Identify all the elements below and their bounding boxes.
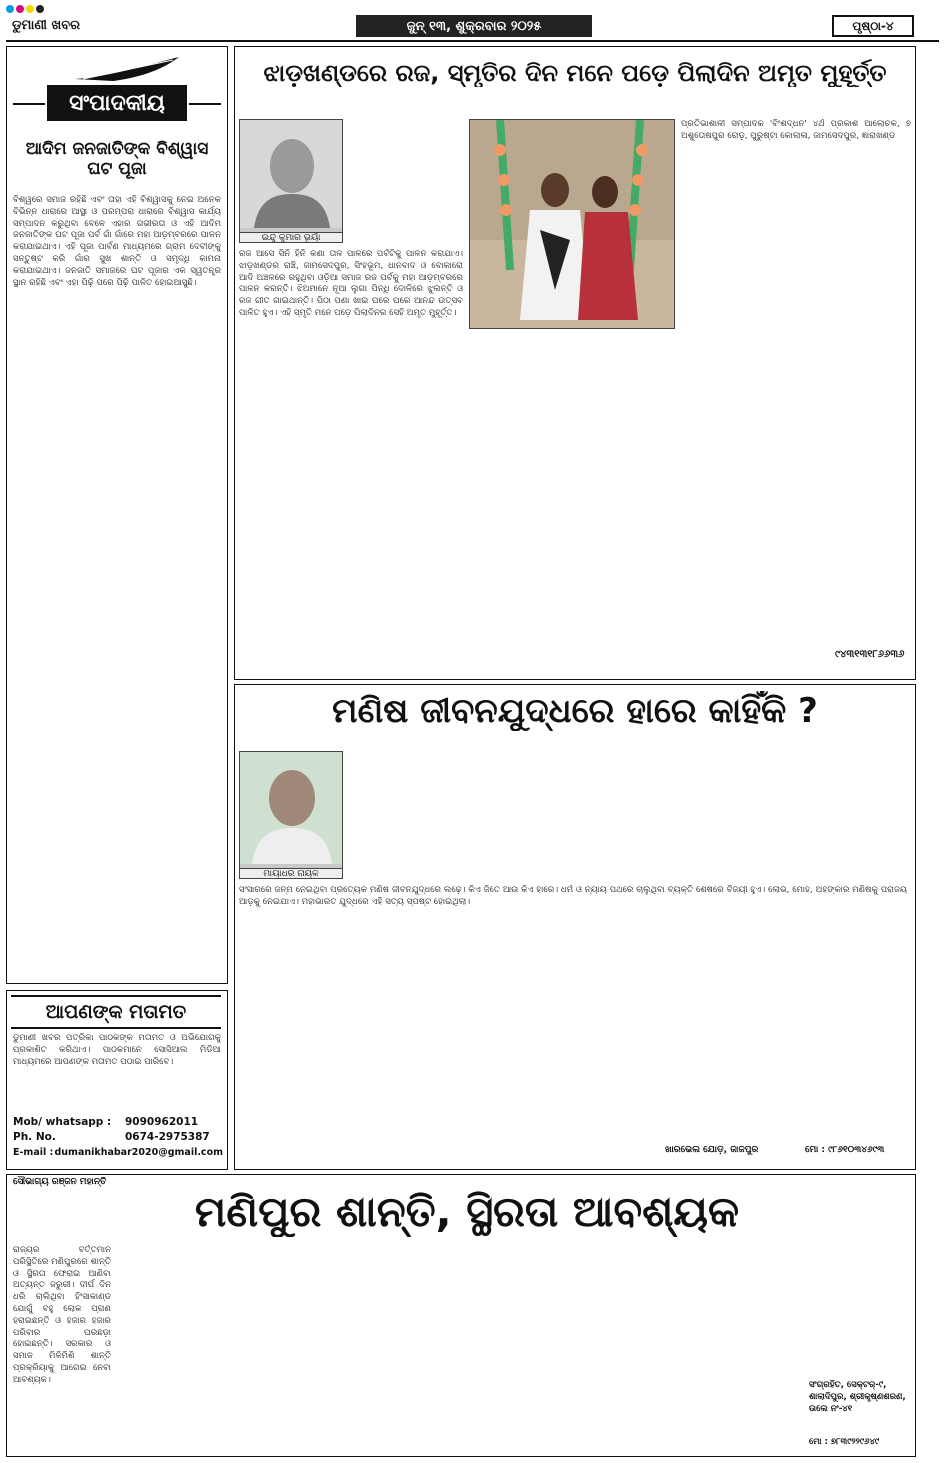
section-rule-right (189, 103, 221, 105)
swing-festival-photo (469, 119, 675, 329)
yellow-dot-icon (26, 5, 34, 13)
article-life-battle-author-note: ଖାରଭେଲ ଯୋଡ଼, ଜାଜପୁର (665, 1145, 759, 1155)
article-rajo-box (234, 46, 916, 680)
contact-label: Mob/ whatsapp : (13, 1116, 112, 1128)
magenta-dot-icon (16, 5, 24, 13)
article-rajo-author-phone: ୯୪୩୧୩୧୮୬୬୩୬ (835, 649, 905, 660)
contact-phone (13, 1130, 223, 1145)
author-caption-indu: ଇନ୍ଦୁ କୁମାର ଭୂୟାଁ (240, 232, 342, 243)
cyan-dot-icon (6, 5, 14, 13)
contact-value: dumanikhabar2020@gmail.com (54, 1147, 223, 1158)
article-rajo-author-note: ପ୍ରତିଭାଶାଳୀ ସମ୍ପାଦକ 'ବିଂଶଦ୍ଧନ' ୪ର୍ଥ ପ୍ରକାଶ ଆଲୋଚକ, ୭ ଅଶୁତୋଷପୁର ରୋଡ଼, ପୁରୁଷ୍ଟା କୋଲାଳା, ଜାମସେଦପୁର, ଜ୍ଞାରାଖଣ୍ଡ (681, 119, 911, 141)
opinion-body: ଡୁମାଣୀ ଖବର ପତ୍ରିକା ପାଠକଙ୍କ ମତାମତ ଓ ଅଭିଯୋଗକୁ ପ୍ରକାଶିତ କରିଥାଏ। ପାଠକମାନେ ସୋସିଆଲ ମିଡିଆ ମାଧ୍ୟମରେ ଆପଣଙ୍କ ମତାମତ ପଠାଇ ପାରିବେ। (13, 1033, 221, 1067)
opinion-box (6, 990, 228, 1170)
contact-email (13, 1145, 223, 1160)
contact-label: Ph. No. (13, 1131, 56, 1143)
registration-marks (6, 5, 44, 13)
contact-value: 0674-2975387 (125, 1131, 210, 1143)
article-manipur-body-left: ରାଜ୍ୟର ବର୍ତ୍ତମାନ ପରିସ୍ଥିତିରେ ମଣିପୁରରେ ଶାନ୍ତି ଓ ସ୍ଥିରତା ଫେରାଇ ଆଣିବା ଅତ୍ୟନ୍ତ ଜରୁରୀ। ଦୀର୍ଘ ଦିନ ଧରି ଚାଲିଥିବା ହିଂସାକାଣ୍ଡ ଯୋଗୁଁ ବହୁ ଲୋକ ପ୍ରାଣ ହରାଇଛନ୍ତି ଓ ହଜାର ହଜାର ପରିବାର ଘରଛଡ଼ା ହୋଇଛନ୍ତି। ସରକାର ଓ ସମାଜ ମିଳିମିଶି ଶାନ୍ତି ପ୍ରକ୍ରିୟାକୁ ଆଗେଇ ନେବା ଆବଶ୍ୟକ। (13, 1245, 111, 1385)
article-manipur-body (117, 1255, 803, 1451)
author-photo-mayadhar (239, 751, 343, 879)
author-caption-mayadhar: ମାୟାଧର ନାୟକ (240, 868, 342, 879)
author-photo-indu (239, 119, 343, 243)
article-life-battle-author-phone: ମୋ : ୯୮୬୧୦୩୪୬୯୩ (805, 1145, 885, 1155)
editorial-box (6, 46, 228, 984)
contact-mobile (13, 1115, 223, 1130)
article-manipur-box (6, 1174, 916, 1457)
author-portrait-icon (240, 120, 343, 228)
article-manipur-headline: ମଣିପୁର ଶାନ୍ତି, ସ୍ଥିରତା ଆବଶ୍ୟକ (194, 1187, 740, 1236)
paper-name: ଡୁମାଣୀ ଖବର (12, 18, 80, 33)
article-rajo-headline: ଝାଡ଼ଖଣ୍ଡରେ ରଜ, ସ୍ମୃତିର ଦିନ ମନେ ପଡ଼େ ପିଲାଦିନ ଅମୃତ ମୁହୂର୍ତ୍ତ (263, 59, 887, 87)
header-rule (6, 40, 939, 42)
page-number: ପୃଷ୍ଠା-୪ (832, 15, 914, 37)
black-dot-icon (36, 5, 44, 13)
section-title-box: ସଂପାଦକୀୟ (47, 85, 187, 121)
article-life-battle-box (234, 684, 916, 1170)
issue-date: ଜୁନ୍ ୧୩, ଶୁକ୍ରବାର ୨୦୨୫ (356, 15, 592, 37)
contact-list (13, 1115, 223, 1160)
quill-pen-icon (73, 55, 183, 83)
rajo-swing-image (470, 120, 675, 329)
contact-label: E-mail : (13, 1147, 54, 1158)
opinion-title: ଆପଣଙ୍କ ମତାମତ (11, 995, 221, 1029)
article-manipur-author-note: ସଂଗ୍ରହିତ, ସେକ୍ଟର୍-୯, ଶାଲାଦିପୁର, ଶ୍ରୀକୃଷ୍ଣଶରଣ, ଉଲେ ନଂ-୪୧ (809, 1380, 906, 1414)
article-life-battle-headline: ମଣିଷ ଜୀବନଯୁଦ୍ଧରେ ହାରେ କାହିଁକି ? (332, 691, 818, 731)
article-life-battle-body: ସଂସାରରେ ଜନ୍ମ ନେଇଥିବା ପ୍ରତ୍ୟେକ ମଣିଷ ଜୀବନଯୁଦ୍ଧରେ ଲଢ଼େ। କିଏ ଜିତେ ଆଉ କିଏ ହାରେ। ଧର୍ମ ଓ ନ୍ୟାୟ ପଥରେ ଚାଲୁଥିବା ବ୍ୟକ୍ତି ଶେଷରେ ବିଜୟୀ ହୁଏ। ଲୋଭ, ମୋହ, ଅହଙ୍କାର ମଣିଷକୁ ପରାଜୟ ଆଡ଼କୁ ନେଇଯାଏ। ମହାଭାରତ ଯୁଦ୍ଧରେ ଏହି ସତ୍ୟ ସ୍ପଷ୍ଟ ହୋଇଥିଲା। (239, 885, 907, 907)
author-portrait-icon (240, 752, 343, 864)
article-rajo-body-col1: ରଜ ଆସେ ସିନି ହିନି କଣା ତାଳ ପାଳରେ ପର୍ବଟିକୁ ପାଳନ କରାଯାଏ। ଝାଡ଼ଖଣ୍ଡର ରାଞ୍ଚି, ଜାମସେଦପୁର, ସିଂହଭୂମ, ଧାନବାଦ ଓ ବୋକାରୋ ଆଦି ଅଞ୍ଚଳରେ ରହୁଥିବା ଓଡ଼ିଆ ସମାଜ ରଜ ପର୍ବକୁ ମହା ଆଡ଼ମ୍ବରରେ ପାଳନ କରନ୍ତି। ଝିଅମାନେ ନୂଆ ଲୁଗା ପିନ୍ଧି ଦୋଳିରେ ଝୁଲନ୍ତି ଓ ରଜ ଗୀତ ଗାଇଥାନ୍ତି। ପିଠା ପଣା ଖାଇ ଘରେ ଘରେ ଆନନ୍ଦ ଉତ୍ସବ ପାଳିତ ହୁଏ। ଏହି ସ୍ମୃତି ମନେ ପଡ଼େ ପିଲାଦିନର ସେହି ଅମୃତ ମୁହୂର୍ତ୍ତ। (239, 249, 463, 318)
article-manipur-body-right (809, 1179, 909, 1371)
editorial-headline: ଆଦିମ ଜନଜାତିଙ୍କ ବିଶ୍ୱାସ ଘଟ ପୂଜା (25, 139, 209, 179)
article-manipur-author-phone: ମୋ : ୭୮୩୯୨୨୯୬୪୯ (809, 1437, 880, 1447)
section-rule-left (13, 103, 45, 105)
editorial-body: ବିଶ୍ୱରେ ସମାଜ ରହିଛି ଏବଂ ତାହା ଏହି ବିଶ୍ୱାସକୁ ନେଇ ଅନେକ ବିଭିନ୍ନ ଧାରାରେ ଆସ୍ଥା ଓ ପରମ୍ପରା ଧାରାରେ ବିଶ୍ୱାସ କାର୍ଯ୍ୟ ସମ୍ପାଦନ କରୁଥିବା ବେଳେ ଏହାର ଗଭୀରତା ଓ ଏହି ଆଦିମ ଜନଜାତିଙ୍କ ଘଟ ପୂଜା ପର୍ବ ଗାଁ ଗାଁରେ ମହା ଆଡ଼ମ୍ବରରେ ପାଳନ କରାଯାଇଥାଏ। ଏହି ପୂଜା ପାର୍ବଣ ମାଧ୍ୟମରେ ଗ୍ରାମ ଦେବୀଙ୍କୁ ସନ୍ତୁଷ୍ଟ କରି ଗାଁର ସୁଖ ଶାନ୍ତି ଓ ସମୃଦ୍ଧି କାମନା କରାଯାଇଥାଏ। ଜନଜାତି ସମାଜରେ ଘଟ ପୂଜାର ଏକ ସ୍ୱତନ୍ତ୍ର ସ୍ଥାନ ରହିଛି ଏବଂ ଏହା ପିଢ଼ି ପରେ ପିଢ଼ି ପାଳିତ ହୋଇଆସୁଛି। (13, 195, 221, 288)
article-rajo-body-col2 (469, 335, 675, 669)
article-manipur-byline: ସୌଭାଗ୍ୟ ରଞ୍ଜନ ମହାନ୍ତି (13, 1177, 107, 1187)
contact-value: 9090962011 (125, 1116, 199, 1128)
